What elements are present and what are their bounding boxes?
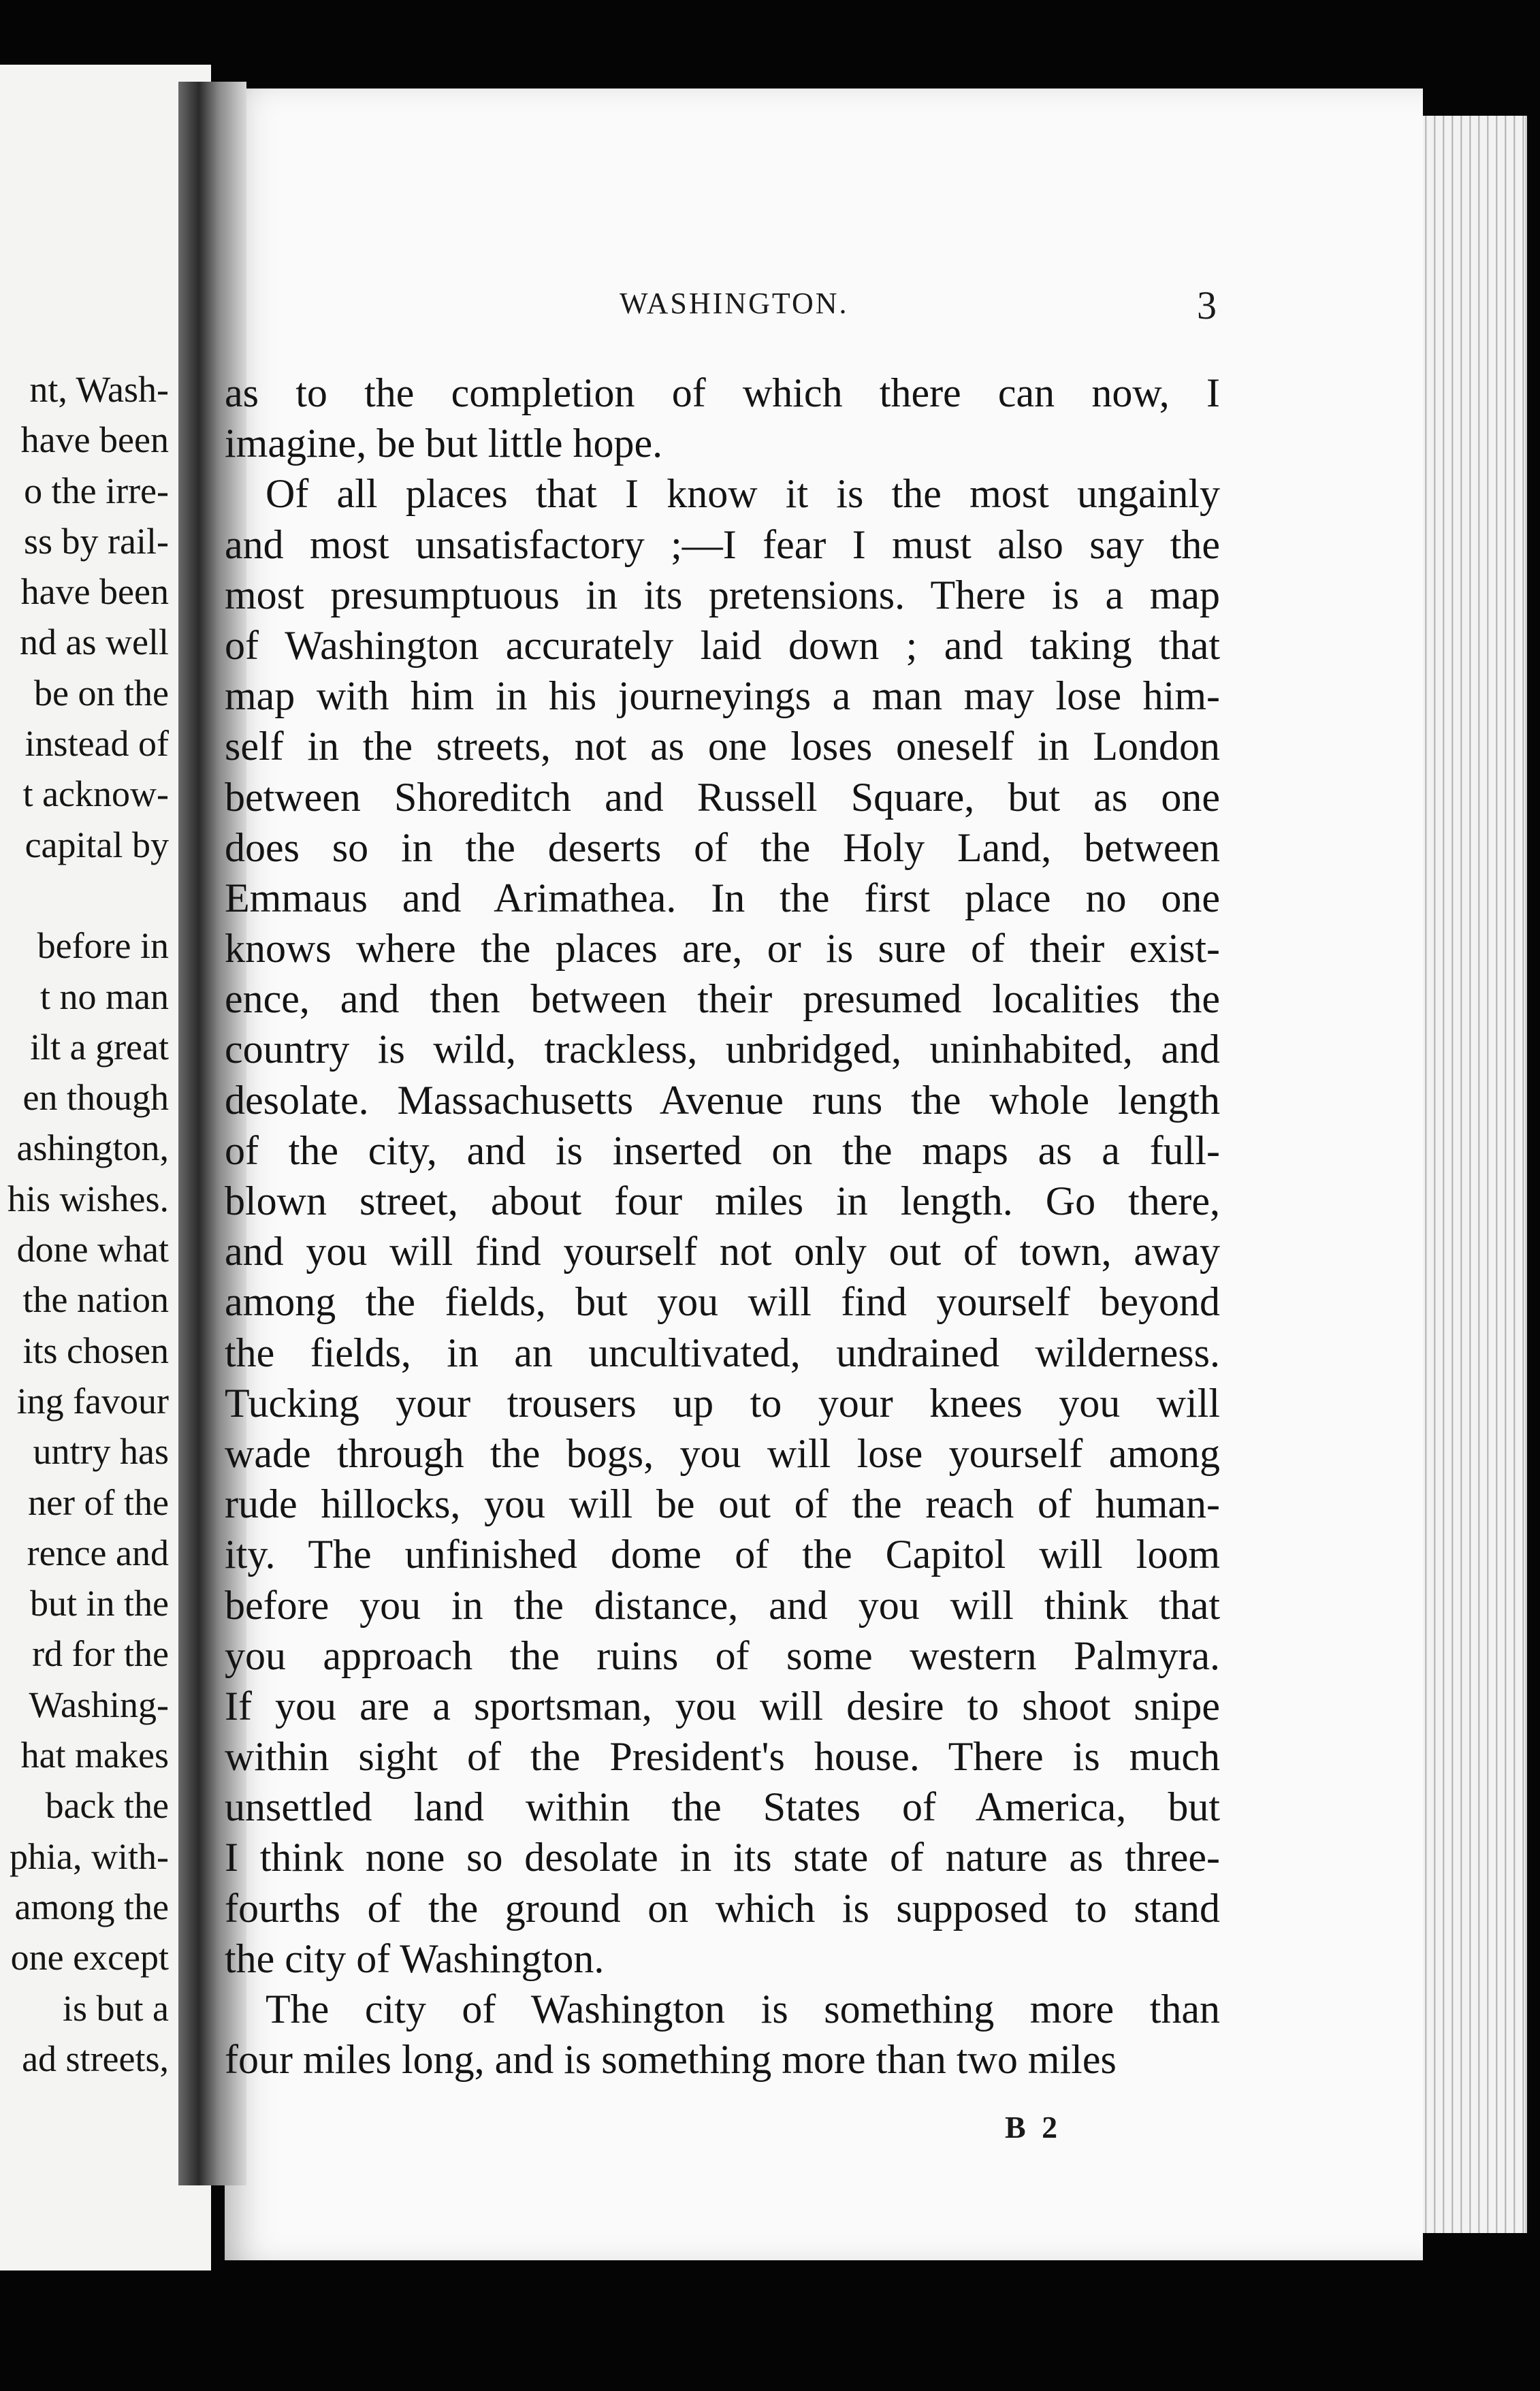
left-page-line: but in the — [30, 1583, 169, 1624]
text-line: does so in the deserts of the Holy Land, between — [225, 824, 1220, 870]
text-line: desolate. Massachusetts Avenue runs the whole length — [225, 1077, 1220, 1123]
text-line: of the city, and is inserted on the maps as a full- — [225, 1127, 1220, 1173]
left-page-line: ilt a great — [30, 1026, 169, 1068]
text-line: blown street, about four miles in length. Go there, — [225, 1178, 1220, 1223]
text-line: fourths of the ground on which is supposed to stand — [225, 1885, 1220, 1931]
left-page-line: ashington, — [16, 1127, 169, 1169]
left-page-line: ss by rail- — [24, 520, 169, 562]
page-edges — [1409, 116, 1527, 2233]
text-line: rude hillocks, you will be out of the reach of human- — [225, 1481, 1220, 1527]
text-line: as to the completion of which there can now, I — [225, 370, 1220, 415]
text-line: knows where the places are, or is sure of their exist- — [225, 926, 1220, 972]
left-page-line: ad streets, — [22, 2038, 169, 2079]
left-page-line: one except — [10, 1937, 169, 1978]
text-line: Tucking your trousers up to your knees you will — [225, 1380, 1220, 1426]
left-page-line: en though — [22, 1077, 169, 1119]
text-line: within sight of the President's house. There is much — [225, 1734, 1220, 1780]
text-line: you approach the ruins of some western Palmyra. — [225, 1633, 1220, 1678]
text-line: four miles long, and is something more than two miles — [225, 2037, 1117, 2083]
page-number: 3 — [1197, 283, 1217, 327]
left-page-line: ner of the — [28, 1481, 169, 1523]
text-line: of Washington accurately laid down ; and taking that — [225, 622, 1220, 668]
body-text — [225, 368, 1220, 2085]
left-page-line: among the — [14, 1886, 169, 1927]
signature-mark: B 2 — [1005, 2110, 1062, 2145]
text-line: Of all places that I know it is the most ungainly — [266, 471, 1220, 517]
left-page-line: o the irre- — [24, 470, 169, 511]
text-line: imagine, be but little hope. — [225, 421, 663, 466]
left-page-line: before in — [37, 925, 169, 967]
left-page-line: have been — [20, 571, 169, 613]
left-page-line: rence and — [27, 1532, 169, 1573]
left-page-line: hat makes — [20, 1735, 169, 1776]
text-line: before you in the distance, and you will think that — [225, 1582, 1220, 1628]
text-line: between Shoreditch and Russell Square, but as one — [225, 774, 1220, 820]
left-page-line: nd as well — [20, 622, 169, 663]
text-line: the city of Washington. — [225, 1936, 605, 1981]
left-page-line: back the — [45, 1785, 169, 1827]
text-line: unsettled land within the States of America, but — [225, 1784, 1220, 1830]
left-page-line: rd for the — [32, 1633, 169, 1675]
text-line: country is wild, trackless, unbridged, uninhabited, and — [225, 1027, 1220, 1072]
left-page-line: Washing- — [29, 1684, 169, 1725]
left-page-line: be on the — [34, 672, 169, 713]
text-line: self in the streets, not as one loses oneself in London — [225, 724, 1220, 769]
left-page-line — [7, 870, 169, 920]
left-page-line: untry has — [33, 1431, 169, 1473]
left-page-line: the nation — [22, 1279, 169, 1321]
left-page-line: his wishes. — [7, 1178, 169, 1219]
left-page-line: done what — [16, 1229, 169, 1270]
text-line: the fields, in an uncultivated, undrained wilderness. — [225, 1330, 1220, 1375]
text-line: I think none so desolate in its state of nature as three- — [225, 1835, 1220, 1880]
text-line: The city of Washington is something more than — [266, 1987, 1220, 2032]
left-page-line: t no man — [40, 976, 169, 1017]
text-line: Emmaus and Arimathea. In the first place no one — [225, 875, 1220, 920]
left-page-line: its chosen — [22, 1330, 169, 1371]
text-line: ence, and then between their presumed localities the — [225, 976, 1220, 1022]
text-line: ity. The unfinished dome of the Capitol will loom — [225, 1532, 1220, 1577]
text-line: map with him in his journeyings a man may lose him- — [225, 673, 1220, 719]
left-page-line: t acknow- — [22, 773, 169, 815]
text-line: and you will find yourself not only out of town, away — [225, 1229, 1220, 1274]
text-line: among the fields, but you will find yourself beyond — [225, 1279, 1220, 1325]
left-page-line: is but a — [63, 1987, 169, 2029]
left-page-line: nt, Wash- — [29, 369, 169, 410]
left-page-line: have been — [20, 419, 169, 461]
text-line: and most unsatisfactory ;—I fear I must also say the — [225, 521, 1220, 567]
left-page-text — [7, 364, 169, 2084]
left-page-line: instead of — [25, 723, 169, 765]
text-line: most presumptuous in its pretensions. There is a map — [225, 572, 1220, 617]
left-page-line: capital by — [25, 824, 169, 865]
text-line: If you are a sportsman, you will desire to shoot snipe — [225, 1683, 1220, 1729]
left-page-line: ing favour — [16, 1380, 169, 1422]
running-head: WASHINGTON. — [620, 287, 849, 320]
left-page-line: phia, with- — [10, 1835, 169, 1877]
text-line: wade through the bogs, you will lose yourself among — [225, 1430, 1220, 1476]
